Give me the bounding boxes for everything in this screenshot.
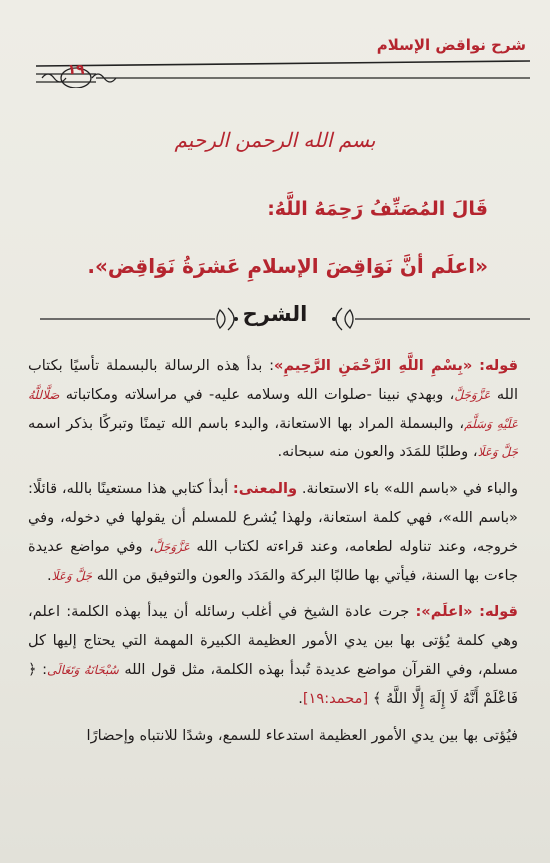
paragraph-1 [28, 352, 518, 467]
header-ornament-rule [36, 60, 530, 88]
text: : بدأ هذه الرسالة بالبسملة تأسيًا بكتاب الله [28, 357, 518, 403]
text: ، وطلبًا للمَدَد والعون منه سبحانه. [277, 443, 478, 461]
basmala-calligraphy: بسم الله الرحمن الرحيم [174, 128, 376, 152]
honorific: جَلَّ وَعَلَا [51, 568, 93, 583]
text: جرت عادة الشيخ في أغلب رسائله أن يبدأ بهذه الكلمة: اعلم، وهي كلمة يُؤتى بها بين يدي الأمور العظيمة الكبيرة المهمة التي يحتاج إليها كل مسلم، وفي القرآن مواضع عديدة تُبدأ بهذه الكلمة، مثل قول الله [28, 603, 518, 678]
commentary-body [28, 352, 518, 750]
text: ، والبسملة المراد بها الاستعانة، والبدء باسم الله تيمنًا وتبركًا بذكر اسمه [28, 414, 465, 432]
honorific: صَلَّاللَّهُ عَلَيْهِ وَسَلَّمَ [28, 387, 519, 431]
text: : [36, 660, 47, 678]
author-quote: «اعلَم أنَّ نَوَاقِضَ الإسلامِ عَشرَةُ نَوَاقِض». [87, 254, 488, 278]
text: والباء في «باسم الله» باء الاستعانة. [297, 480, 518, 498]
text: . [298, 689, 303, 707]
sharh-heading: الشرح [242, 302, 308, 326]
label: والمعنى: [232, 480, 298, 498]
paragraph-4 [28, 722, 518, 751]
label: قوله: «اعلَم»: [415, 603, 518, 621]
running-title: شرح نواقض الإسلام [376, 36, 526, 54]
text: أبدأ كتابي هذا مستعينًا بالله، قائلًا: «باسم الله»، فهي كلمة استعانة، ولهذا يُشرع للمسلم أن يقولها في دخوله، وفي خروجه، وعند تناوله لطعامه، وعند قراءته لكتاب الله [28, 480, 519, 555]
text: ، وفي مواضع عديدة جاءت بها السنة، فيأتي بها طالبًا البركة والمَدَد والعون والتوفيق من الله [28, 537, 518, 584]
honorific: جَلَّ وَعَلَا [477, 445, 518, 460]
text: فيُؤتى بها بين يدي الأمور العظيمة استدعاء للسمع، وشدًا للانتباه وإحضارًا [86, 726, 518, 744]
honorific: عَزَّوَجَلَّ [454, 387, 491, 402]
honorific: عَزَّوَجَلَّ [153, 539, 190, 554]
author-line: قَالَ المُصَنِّفُ رَحِمَهُ اللَّهُ: [267, 198, 488, 220]
verse-reference: [محمد:١٩] [302, 689, 369, 707]
paragraph-2 [28, 475, 518, 590]
paragraph-3 [28, 598, 518, 713]
quran-verse: ﴿ فَاعْلَمْ أَنَّهُ لَا إِلَهَ إِلَّا اللَّهُ ﴾ [28, 660, 518, 707]
label: قوله: [479, 357, 518, 374]
text: ، وبهدي نبينا -صلوات الله وسلامه عليه- في مراسلاته ومكاتباته [59, 385, 455, 403]
honorific: سُبْحَانَهُ وَتَعَالَى [47, 662, 119, 677]
page-number: ١٩ [67, 62, 85, 78]
text: . [47, 566, 52, 584]
basmala-quote: «بِسْمِ اللَّهِ الرَّحْمَنِ الرَّحِيمِ» [274, 357, 473, 374]
